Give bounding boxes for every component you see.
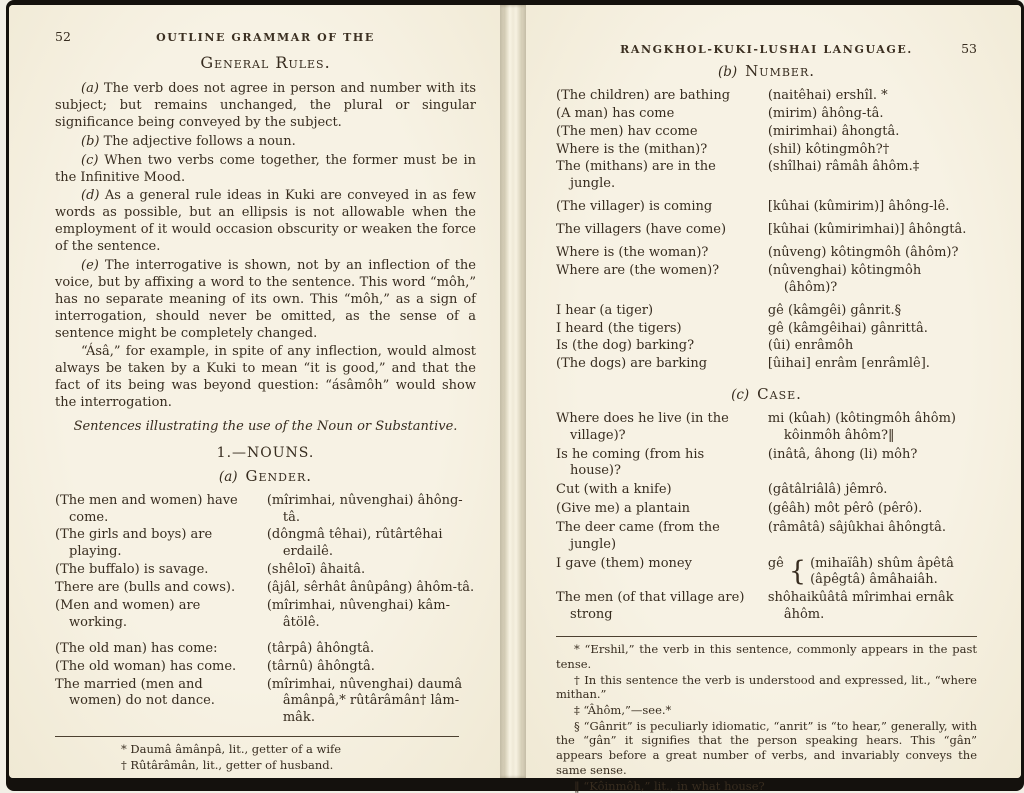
english-cell: Is he coming (from his house)? [556, 446, 705, 479]
english-cell: I heard (the tigers) [556, 320, 682, 336]
kuki-cell: (âjâl, sêrhât ânûpâng) âhôm-tâ. [266, 580, 475, 596]
english-cell: (The children) are bathing [556, 87, 731, 103]
gloss-row [55, 580, 476, 597]
rule-paragraph-b [55, 134, 476, 151]
heading-letter: (b) [717, 64, 738, 81]
heading-word: Case. [757, 385, 802, 404]
heading-letter: (c) [731, 387, 750, 404]
gloss-row [55, 562, 476, 579]
kuki-cell: (shêloī) âhaitâ. [266, 562, 366, 578]
english-cell: Where is (the woman)? [556, 244, 709, 260]
kuki-cell: (inâtâ, âhong (li) môh? [767, 446, 918, 462]
left-page [9, 5, 500, 778]
english-cell: Where is the (mithan)? [556, 141, 708, 157]
kuki-cell: (râmâtâ) sâjûkhai âhôngtâ. [767, 520, 947, 536]
rule-letter: (b) [81, 133, 100, 149]
english-cell: (Men and women) are working. [55, 597, 201, 630]
rule-letter: (c) [81, 152, 99, 168]
case-heading [556, 385, 977, 405]
gloss-row [556, 447, 977, 481]
kuki-cell: mi (kûah) (kôtingmôh âhôm) kôinmôh âhôm?‖ [767, 410, 956, 443]
gloss-row [55, 493, 476, 527]
english-cell: (The villager) is coming [556, 199, 713, 215]
english-cell: Cut (with a knife) [556, 482, 672, 498]
gloss-row [55, 677, 476, 728]
english-cell: (The buffalo) is savage. [55, 562, 209, 578]
asa-paragraph [55, 344, 476, 412]
kuki-cell: [kûhai (kûmirim)] âhông-lê. [767, 199, 950, 215]
kuki-line: (mihaïâh) shûm âpêtâ [810, 555, 954, 571]
gloss-row [556, 199, 977, 216]
kuki-line: (âpêgtâ) âmâhaiâh. [810, 572, 938, 588]
brace-glyph: { [788, 555, 807, 587]
right-page [526, 5, 1021, 793]
kuki-cell: (shil) kôtingmôh?† [767, 141, 890, 157]
gloss-row [55, 641, 476, 658]
rule-paragraph-e [55, 258, 476, 342]
gloss-row [556, 142, 977, 159]
book-spread [9, 5, 1021, 793]
illustrating-note: Sentences illustrating the use of the Noun or Substantive. [73, 419, 458, 435]
kuki-cell: gê (kâmgêihai) gânrittâ. [767, 320, 928, 336]
gloss-row [556, 106, 977, 123]
english-cell: The villagers (have come) [556, 222, 727, 238]
kuki-cell: (mîrimhai, nûvenghai) daumâ âmânpâ,* rûtârâmân† lâm-mâk. [266, 676, 463, 726]
case-gloss-table [556, 411, 977, 624]
kuki-cell: shôhaikûâtâ mîrimhai ernâk âhôm. [767, 590, 954, 623]
kuki-cell: (târpâ) âhôngtâ. [266, 640, 375, 656]
english-cell: (The men) hav ccome [556, 123, 698, 139]
footnote: * “Ershil,” the verb in this sentence, commonly appears in the past tense. [556, 642, 977, 671]
footnote: * Daumâ âmânpâ, lit., getter of a wife [121, 742, 342, 757]
kuki-cell [754, 556, 977, 589]
gloss-row [55, 598, 476, 632]
english-cell: The married (men and women) do not dance. [55, 676, 215, 709]
english-cell: There are (bulls and cows). [55, 580, 236, 596]
kuki-cell: (gêâh) môt pêrô (pêrô). [767, 501, 923, 517]
kuki-cell: [ûihai] enrâm [enrâmlê]. [767, 356, 930, 372]
english-cell: (The men and women) have come. [55, 492, 238, 525]
rule-letter: (e) [81, 258, 99, 273]
kuki-cell: (naitêhai) ershîl. * [767, 87, 888, 103]
scan-frame [6, 0, 1024, 791]
english-cell: (A man) has come [556, 105, 675, 121]
gloss-row [556, 482, 977, 499]
english-cell: (The old woman) has come. [55, 658, 237, 674]
english-cell: Is (the dog) barking? [556, 338, 695, 354]
gloss-row [556, 321, 977, 338]
kuki-cell: (nûvenghai) kôtingmôh (âhôm)? [767, 262, 922, 295]
gloss-row [55, 659, 476, 676]
english-cell: The men (of that village are) strong [556, 590, 745, 623]
gloss-row [556, 356, 977, 373]
english-cell: Where are (the women)? [556, 262, 720, 278]
english-cell: The deer came (from the jungle) [556, 520, 720, 552]
heading-word: Gender. [245, 467, 313, 486]
kuki-cell: (gâtâlriâlâ) jêmrô. [767, 482, 888, 498]
kuki-cell: (mîrimhai, nûvenghai) âhông-tâ. [266, 492, 463, 525]
binding-gutter [500, 5, 526, 778]
gloss-row [556, 303, 977, 320]
right-running-head [556, 41, 977, 57]
nouns-heading: 1.—NOUNS. [216, 444, 315, 461]
page-number-left: 52 [55, 29, 71, 44]
english-cell: I gave (them) money [556, 555, 692, 571]
running-header-left: OUTLINE GRAMMAR OF THE [156, 31, 375, 44]
right-footnotes [556, 636, 977, 793]
rule-text: As a general rule ideas in Kuki are conveyed in as few words as possible, but an ellipsis is not allowable when the employment of it would occasion obscurity or weaken the force of the sentence. [55, 188, 476, 255]
english-cell: (The dogs) are barking [556, 356, 708, 372]
number-gloss-table [556, 88, 977, 373]
number-heading [556, 62, 977, 82]
gloss-row [556, 590, 977, 624]
kuki-cell: (mirimhai) âhongtâ. [767, 123, 900, 139]
gloss-row [556, 411, 977, 445]
kuki-cell: gê (kâmgêi) gânrit.§ [767, 302, 902, 318]
heading-word: Number. [745, 62, 815, 81]
kuki-prefix: gê [767, 555, 784, 571]
kuki-cell: [kûhai (kûmirimhai)] âhôngtâ. [767, 222, 967, 238]
gloss-row [556, 520, 977, 554]
rule-text: When two verbs come together, the former must be in the Infinitive Mood. [55, 152, 476, 185]
english-cell: (Give me) a plantain [556, 501, 690, 517]
rule-text: “Ásâ,” for example, in spite of any inflection, would almost always be taken by a Kuki to mean “it is good,” and that the fact of its being was beyond question: “ásâmôh” would show the interrogation. [55, 344, 476, 411]
rule-paragraph-d [55, 188, 476, 256]
kuki-cell: (mirim) âhông-tâ. [767, 105, 884, 121]
rule-letter: (d) [81, 188, 100, 204]
gloss-row [556, 159, 977, 193]
brace-lines [810, 556, 954, 589]
kuki-cell: (nûveng) kôtingmôh (âhôm)? [767, 244, 959, 260]
kuki-cell: (mîrimhai, nûvenghai) kâm-âtölê. [266, 597, 450, 630]
footnote: ‡ “Âhôm,”—see.* [574, 703, 672, 718]
gloss-row [556, 338, 977, 355]
footnote: § “Gânrit” is peculiarly idiomatic, “anrit” is “to hear,” generally, with the “gân” it signifies that the person speaking hears. This “gân” appears before a great number of verbs, and invariably conveys the same sense. [556, 718, 977, 777]
page-number-right: 53 [961, 41, 977, 56]
rule-paragraph-a [55, 81, 476, 132]
footnote: ‖ “Kôinmôh,” lit., in what house? [574, 778, 765, 793]
english-cell: (The old man) has come: [55, 640, 218, 656]
running-header-right: RANGKHOL-KUKI-LUSHAI LANGUAGE. [620, 43, 913, 56]
gloss-row [556, 124, 977, 141]
rule-letter: (a) [81, 81, 99, 97]
left-footnotes [55, 736, 459, 772]
gender-heading [55, 467, 476, 487]
gloss-row [556, 245, 977, 262]
heading-letter: (a) [218, 469, 238, 486]
rule-text: The verb does not agree in person and number with its subject; but remains unchanged, the plural or singular significance being conveyed by the subject. [55, 81, 476, 130]
rule-text: The adjective follows a noun. [103, 133, 296, 149]
footnote: † In this sentence the verb is understood and expressed, lit., “where mithan.” [556, 672, 977, 702]
rule-paragraph-c [55, 153, 476, 187]
rule-text: The interrogative is shown, not by an inflection of the voice, but by affixing a word to the sentence. This word “môh,” has no separate meaning of its own. This “môh,” as a sign of interrogation, should never be omitted, as the sense of a sentence might be completely changed. [55, 258, 476, 341]
english-cell: Where does he live (in the village)? [556, 410, 729, 443]
general-rules-heading: General Rules. [200, 53, 331, 73]
english-cell: (The girls and boys) are playing. [55, 527, 213, 560]
kuki-cell: (ûi) enrâmôh [767, 338, 854, 354]
english-cell: I hear (a tiger) [556, 302, 654, 318]
gloss-row-brace [556, 556, 977, 589]
kuki-cell: (târnû) âhôngtâ. [266, 658, 375, 674]
gloss-row [556, 88, 977, 105]
gloss-row [556, 263, 977, 297]
left-running-head [55, 29, 476, 45]
gloss-row [55, 527, 476, 561]
gloss-row [556, 222, 977, 239]
footnote: † Rûtârâmân, lit., getter of husband. [121, 757, 334, 772]
gloss-row [556, 501, 977, 518]
kuki-cell: (dôngmâ têhai), rûtârtêhai erdailê. [266, 527, 443, 560]
english-cell: The (mithans) are in the jungle. [556, 159, 716, 192]
gender-gloss-table [55, 493, 476, 728]
kuki-cell: (shîlhai) râmâh âhôm.‡ [767, 159, 920, 175]
